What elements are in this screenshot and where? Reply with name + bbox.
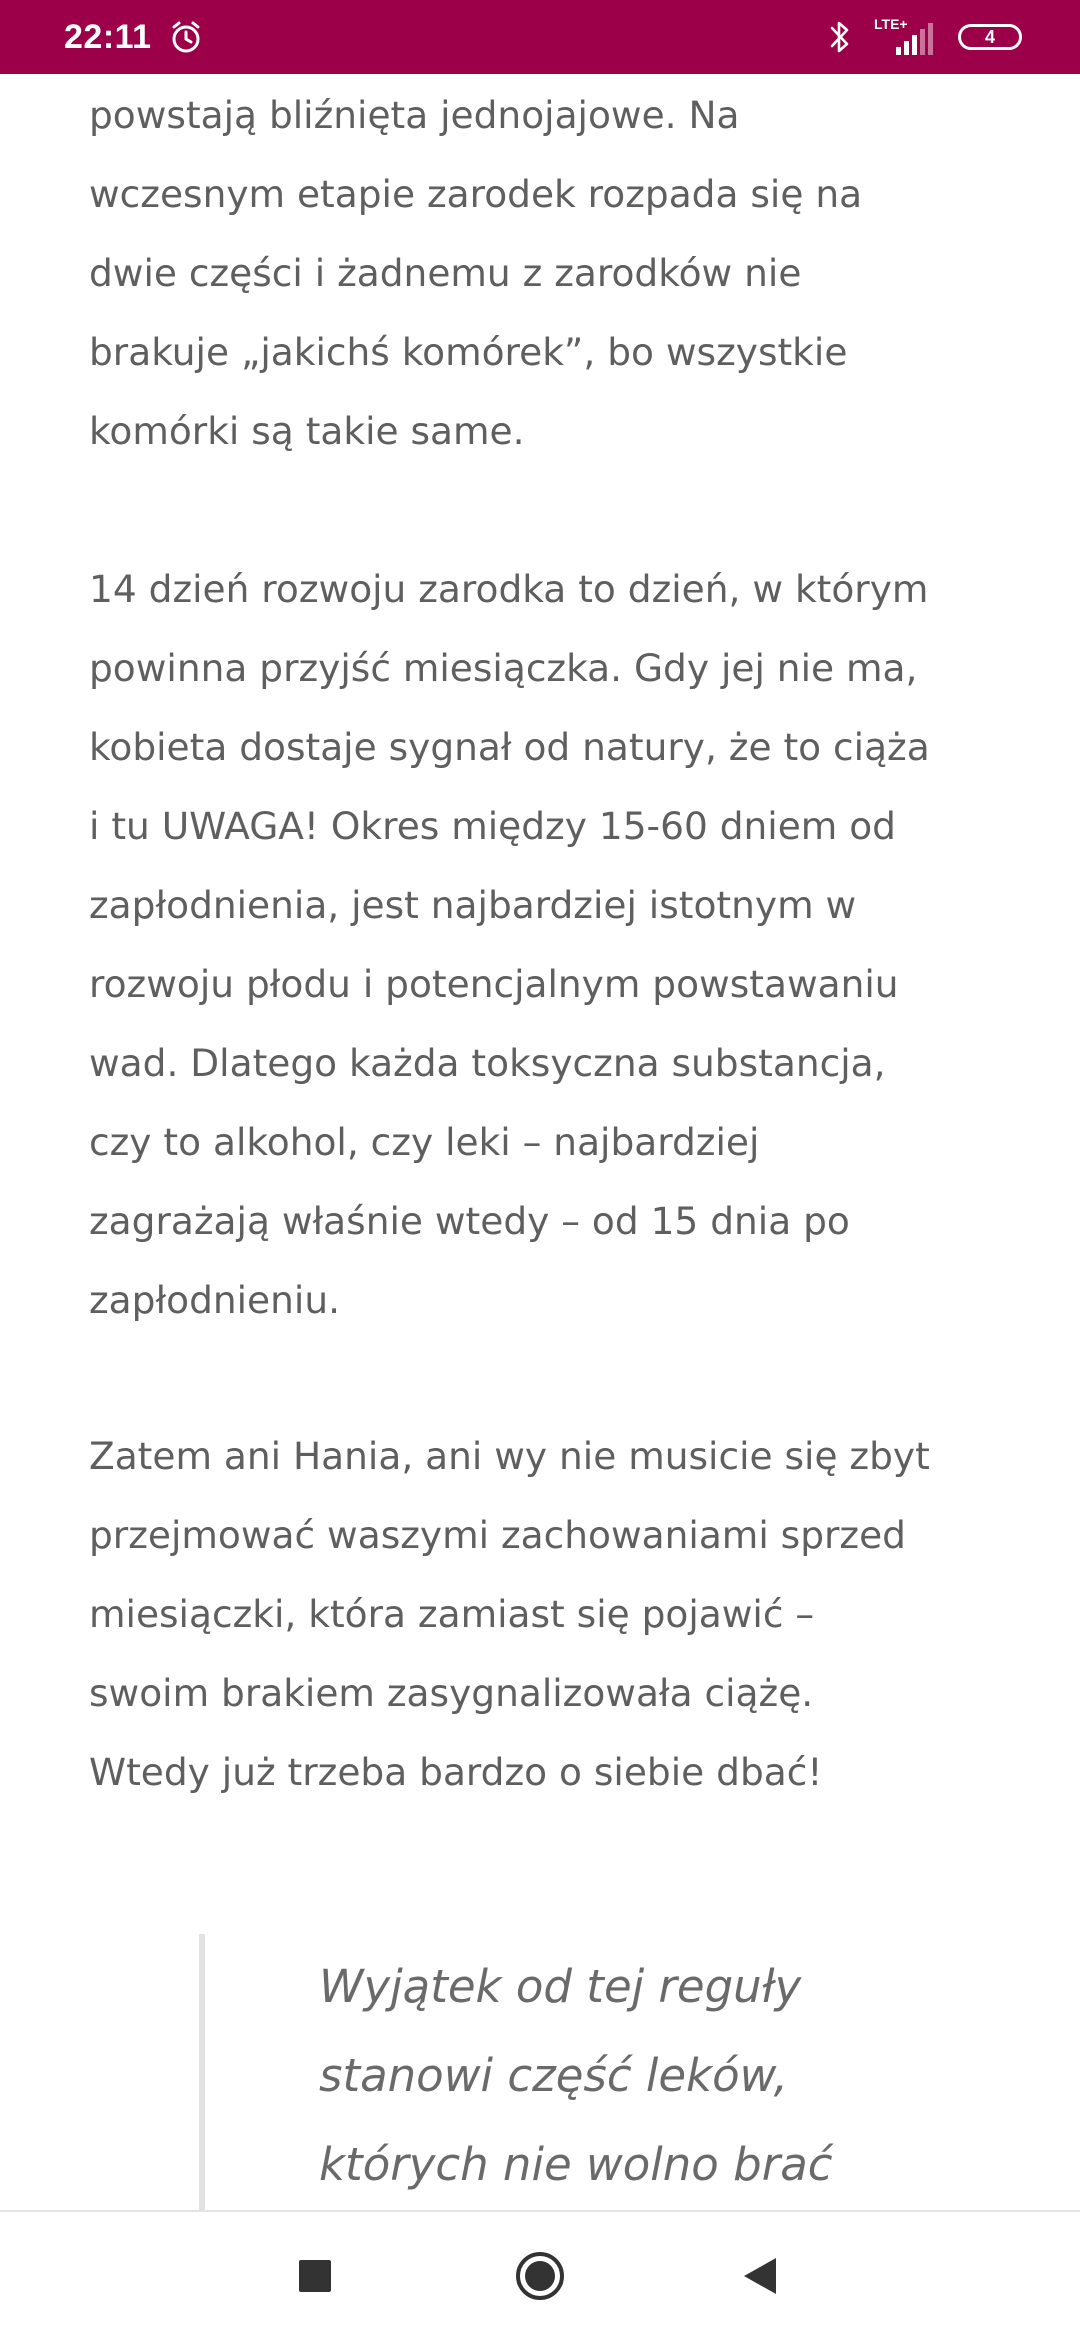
status-left <box>64 0 204 74</box>
blockquote <box>199 1934 899 2210</box>
status-time: 22:11 <box>64 17 152 56</box>
bluetooth-icon <box>828 18 852 56</box>
home-icon <box>514 2250 566 2302</box>
article-paragraph: 14 dzień rozwoju zarodka to dzień, w którym powinna przyjść miesiączka. Gdy jej nie ma, kobieta dostaje sygnał od natury, że to ciąża i tu UWAGA! Okres między 15-60 dniem od zapłodnienia, jest najbardziej istotnym w rozwoju płodu i potencjalnym powstawaniu wad. Dlatego każda toksyczna substancja, czy to alkohol, czy leki – najbardziej zagrażają właśnie wtedy – od 15 dnia po zapłodnieniu. <box>89 567 930 1322</box>
blockquote-text: Wyjątek od tej reguły stanowi część leków, których nie wolno brać <box>319 1960 833 2191</box>
navigation-bar <box>0 2210 1080 2340</box>
back-button[interactable] <box>700 2212 820 2340</box>
article-paragraph: Zatem ani Hania, ani wy nie musicie się zbyt przejmować waszymi zachowaniami sprzed miesiączki, która zamiast się pojawić – swoim brakiem zasygnalizowała ciążę. Wtedy już trzeba bardzo o siebie dbać! <box>89 1434 930 1794</box>
back-icon <box>742 2256 778 2296</box>
signal-icon <box>874 17 936 57</box>
battery-level: 4 <box>984 26 995 47</box>
recents-button[interactable] <box>255 2212 375 2340</box>
network-type-label: LTE+ <box>874 16 908 32</box>
battery-icon <box>958 24 1022 50</box>
alarm-icon <box>168 19 204 55</box>
recents-icon <box>298 2259 332 2293</box>
home-button[interactable] <box>480 2212 600 2340</box>
article-paragraph: powstają bliźnięta jednojajowe. Na wczesnym etapie zarodek rozpada się na dwie części i żadnemu z zarodków nie brakuje „jakichś komórek”, bo wszystkie komórki są takie same. <box>89 93 863 453</box>
status-right <box>828 0 1022 74</box>
status-bar <box>0 0 1080 74</box>
